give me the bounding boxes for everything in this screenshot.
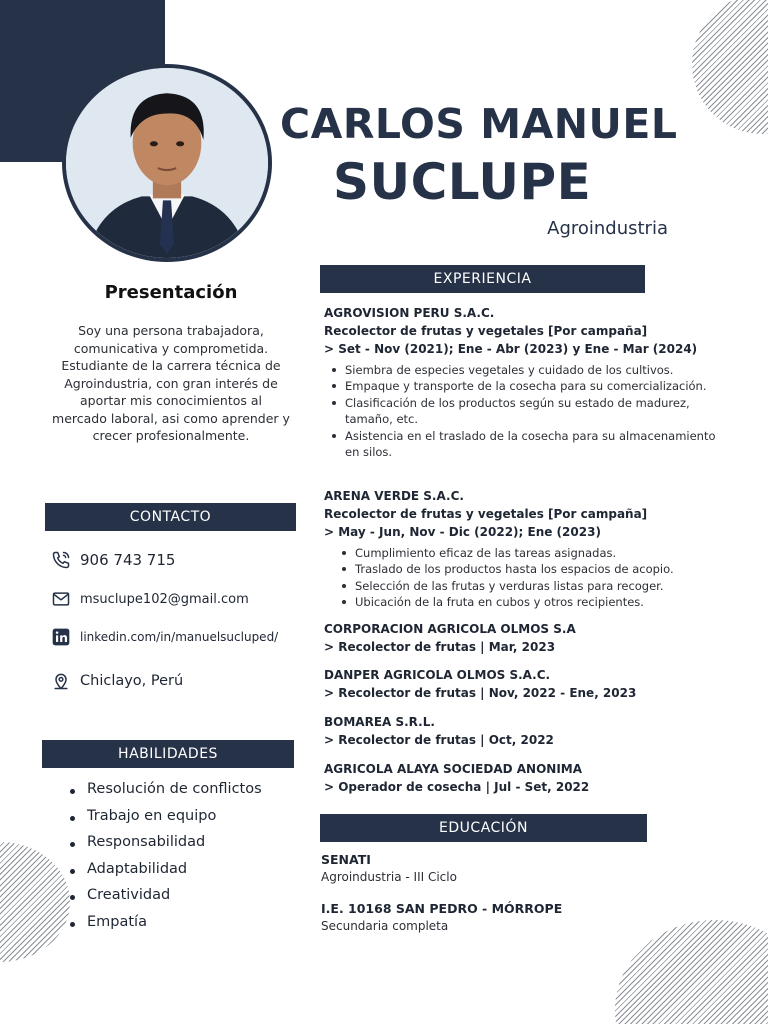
- decorative-hatched-circle: [0, 842, 70, 962]
- list-item: Siembra de especies vegetales y cuidado de los cultivos.: [324, 362, 724, 379]
- company-name: DANPER AGRICOLA OLMOS S.A.C.: [324, 668, 551, 682]
- company-name: CORPORACION AGRICOLA OLMOS S.A: [324, 622, 576, 636]
- job-role: Recolector de frutas y vegetales [Por campaña]: [324, 323, 648, 338]
- list-item: Trabajo en equipo: [70, 808, 262, 835]
- list-item: Creatividad: [70, 887, 262, 914]
- contact-phone: [50, 549, 175, 571]
- list-item: Empaque y transporte de la cosecha para su comercialización.: [324, 378, 724, 395]
- job-period: > Recolector de frutas | Mar, 2023: [324, 639, 556, 654]
- list-item: Asistencia en el traslado de la cosecha para su almacenamiento en silos.: [324, 428, 724, 461]
- contact-section-bar: CONTACTO: [45, 503, 296, 531]
- contact-linkedin: [50, 626, 278, 648]
- contact-location: [50, 670, 183, 692]
- experience-section-bar: EXPERIENCIA: [320, 265, 645, 293]
- school-name: I.E. 10168 SAN PEDRO - MÓRROPE: [321, 901, 563, 916]
- presentation-text: Soy una persona trabajadora, comunicativa y comprometida. Estudiante de la carrera técnica de Agroindustria, con gran interés de aportar mis conocimientos al mercado laboral, asi como aprender y crecer profesionalmente.: [52, 323, 290, 443]
- location-pin-icon: [50, 670, 72, 692]
- location-text: Chiclayo, Perú: [80, 673, 184, 689]
- education-entry: [321, 852, 741, 884]
- duties-list: [324, 362, 724, 461]
- experience-entry: [324, 489, 724, 611]
- school-detail: Agroindustria - III Ciclo: [321, 870, 457, 884]
- list-item: Responsabilidad: [70, 834, 262, 861]
- presentation-heading: Presentación: [104, 282, 238, 303]
- education-entry: [321, 901, 741, 933]
- decorative-hatched-circle: [692, 0, 768, 134]
- person-portrait-icon: [66, 68, 268, 258]
- company-name: AGROVISION PERU S.A.C.: [324, 306, 495, 320]
- list-item: Empatía: [70, 914, 262, 941]
- list-item: Ubicación de la fruta en cubos y otros recipientes.: [334, 594, 724, 611]
- school-detail: Secundaria completa: [321, 919, 449, 933]
- profile-photo: [62, 64, 272, 262]
- contact-email: [50, 588, 249, 610]
- job-period: > Set - Nov (2021); Ene - Abr (2023) y Ene - Mar (2024): [324, 341, 698, 356]
- linkedin-icon: [50, 626, 72, 648]
- company-name: ARENA VERDE S.A.C.: [324, 489, 464, 503]
- experience-entry: [324, 306, 724, 461]
- company-name: AGRICOLA ALAYA SOCIEDAD ANONIMA: [324, 762, 583, 776]
- school-name: SENATI: [321, 852, 371, 867]
- company-name: BOMAREA S.R.L.: [324, 715, 435, 729]
- job-period: > Recolector de frutas | Oct, 2022: [324, 732, 554, 747]
- name-first-line: CARLOS MANUEL: [280, 100, 678, 148]
- linkedin-url[interactable]: linkedin.com/in/manuelsucluped/: [80, 630, 279, 644]
- list-item: Clasificación de los productos según su estado de madurez, tamaño, etc.: [324, 395, 724, 428]
- job-title: Agroindustria: [547, 218, 668, 239]
- job-role: Recolector de frutas y vegetales [Por campaña]: [324, 506, 648, 521]
- list-item: Cumplimiento eficaz de las tareas asignadas.: [334, 545, 724, 562]
- list-item: Resolución de conflictos: [70, 781, 262, 808]
- education-section-bar: EDUCACIÓN: [320, 814, 647, 842]
- email-address[interactable]: msuclupe102@gmail.com: [80, 591, 249, 607]
- job-period: > Recolector de frutas | Nov, 2022 - Ene, 2023: [324, 685, 637, 700]
- phone-icon: [50, 549, 72, 571]
- list-item: Adaptabilidad: [70, 861, 262, 888]
- list-item: Traslado de los productos hasta los espacios de acopio.: [334, 561, 724, 578]
- skills-section-bar: HABILIDADES: [42, 740, 294, 768]
- duties-list: [324, 545, 724, 611]
- decorative-hatched-circle: [615, 920, 768, 1024]
- phone-number: 906 743 715: [80, 551, 176, 569]
- experience-entry: [324, 668, 724, 704]
- job-period: > May - Jun, Nov - Dic (2022); Ene (2023): [324, 524, 601, 539]
- name-second-line: SUCLUPE: [333, 153, 592, 211]
- mail-icon: [50, 588, 72, 610]
- experience-entry: [324, 762, 724, 798]
- skills-list: [70, 781, 262, 940]
- experience-entry: [324, 622, 724, 658]
- list-item: Selección de las frutas y verduras listas para recoger.: [334, 578, 724, 595]
- job-period: > Operador de cosecha | Jul - Set, 2022: [324, 779, 590, 794]
- experience-entry: [324, 715, 724, 751]
